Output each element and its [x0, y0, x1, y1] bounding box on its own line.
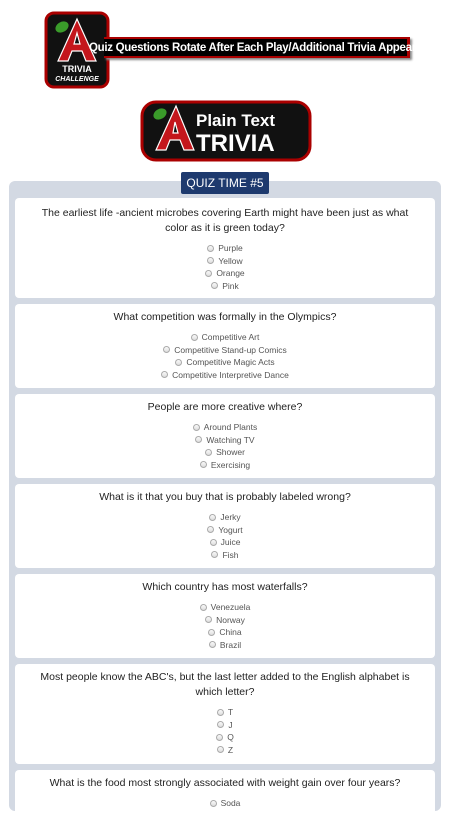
answer-options [15, 797, 435, 810]
answer-option[interactable] [211, 549, 238, 562]
answer-label: Competitive Magic Acts [186, 357, 275, 368]
answer-label: Norway [216, 614, 245, 625]
radio-button[interactable] [205, 616, 212, 623]
radio-button[interactable] [207, 526, 214, 533]
plain-text-trivia-logo [140, 100, 312, 164]
answer-label: Juice [220, 537, 241, 548]
answer-label: Competitive Interpretive Dance [172, 369, 289, 380]
answer-label: Venezuela [210, 602, 251, 613]
radio-button[interactable] [191, 334, 198, 341]
tagline-bar [89, 37, 422, 58]
radio-button[interactable] [208, 629, 215, 636]
question-card [15, 664, 435, 764]
question-text: The earliest life -ancient microbes covering Earth might have been just as what color as it is green today? [41, 207, 409, 234]
radio-button[interactable] [161, 371, 168, 378]
answer-option[interactable] [205, 614, 245, 627]
question-card [15, 394, 435, 478]
answer-options [15, 331, 435, 381]
answer-option[interactable] [200, 459, 250, 472]
answer-option[interactable] [163, 344, 286, 357]
radio-button[interactable] [193, 424, 200, 431]
radio-button[interactable] [195, 436, 202, 443]
answer-label: Z [227, 744, 234, 755]
answer-label: Yellow [218, 255, 243, 266]
answer-option[interactable] [216, 731, 234, 744]
radio-button[interactable] [209, 514, 216, 521]
answer-label: T [227, 707, 234, 718]
radio-button[interactable] [217, 709, 224, 716]
radio-button[interactable] [216, 734, 223, 741]
question-text: What is it that you buy that is probably labeled wrong? [99, 491, 351, 503]
answer-option[interactable] [207, 524, 242, 537]
answer-option[interactable] [207, 255, 242, 268]
radio-button[interactable] [200, 461, 207, 468]
answer-label: Around Plants [203, 422, 258, 433]
answer-option[interactable] [209, 639, 241, 652]
radio-button[interactable] [205, 449, 212, 456]
radio-button[interactable] [207, 257, 214, 264]
answer-label: Exercising [210, 459, 251, 470]
radio-button[interactable] [207, 245, 214, 252]
radio-button[interactable] [210, 800, 217, 807]
radio-button[interactable] [217, 721, 224, 728]
top-banner [0, 0, 450, 95]
question-text: Which country has most waterfalls? [142, 581, 308, 593]
answer-option[interactable] [207, 242, 243, 255]
radio-button[interactable] [200, 604, 207, 611]
radio-button[interactable] [211, 282, 218, 289]
answer-label: Competitive Art [201, 332, 260, 343]
answer-options [15, 601, 435, 651]
answer-label: Q [227, 732, 234, 743]
answer-label: Fish [222, 549, 239, 560]
answer-label: Orange [216, 268, 245, 279]
answer-label: Pink [222, 280, 239, 291]
answer-label: Shower [216, 447, 245, 458]
answer-option[interactable] [195, 434, 254, 447]
question-text: What competition was formally in the Olympics? [113, 311, 337, 323]
answer-options [15, 421, 435, 471]
answer-option[interactable] [193, 421, 257, 434]
answer-option[interactable] [191, 331, 260, 344]
radio-button[interactable] [175, 359, 182, 366]
radio-button[interactable] [217, 746, 224, 753]
radio-button[interactable] [211, 551, 218, 558]
answer-option[interactable] [210, 536, 241, 549]
question-text: People are more creative where? [147, 401, 303, 413]
answer-label: Jerky [220, 512, 241, 523]
answer-label: Soda [220, 798, 241, 809]
answer-option[interactable] [210, 797, 241, 810]
question-text: Most people know the ABC's, but the last letter added to the English alphabet is which letter? [40, 671, 410, 698]
answer-option[interactable] [209, 511, 240, 524]
answer-label: Purple [218, 243, 243, 254]
logo-line1: Plain Text [196, 111, 276, 130]
radio-button[interactable] [163, 346, 170, 353]
question-text: What is the food most strongly associated with weight gain over four years? [49, 777, 401, 789]
answer-option[interactable] [217, 744, 233, 757]
answer-option[interactable] [205, 267, 244, 280]
answer-option[interactable] [161, 369, 289, 382]
answer-label: Watching TV [206, 434, 255, 445]
answer-option[interactable] [205, 446, 245, 459]
answer-option[interactable] [208, 626, 241, 639]
answer-label: Competitive Stand-up Comics [174, 344, 287, 355]
radio-button[interactable] [209, 641, 216, 648]
logo-text-bottom: CHALLENGE [55, 76, 99, 83]
answer-options [15, 706, 435, 756]
answer-option[interactable] [200, 601, 251, 614]
quiz-badge: QUIZ TIME #5 [181, 172, 269, 194]
answer-option[interactable] [217, 719, 232, 732]
answer-label: Brazil [219, 639, 242, 650]
answer-option[interactable] [175, 356, 274, 369]
question-card [15, 770, 435, 830]
question-card [15, 574, 435, 658]
answer-label: China [219, 627, 242, 638]
answer-label: J [228, 719, 233, 730]
answer-option[interactable] [217, 706, 233, 719]
answer-option[interactable] [211, 280, 239, 293]
question-card [15, 484, 435, 568]
question-card [15, 198, 435, 298]
logo-text-top: TRIVIA [62, 64, 92, 74]
answer-options [15, 511, 435, 561]
answer-options [15, 242, 435, 292]
question-card [15, 304, 435, 388]
logo-line2: TRIVIA [196, 130, 275, 157]
answer-label: Yogurt [218, 524, 243, 535]
radio-button[interactable] [205, 270, 212, 277]
banner-tagline: Quiz Questions Rotate After Each Play/Additional Trivia Appears [89, 41, 422, 54]
radio-button[interactable] [210, 539, 217, 546]
